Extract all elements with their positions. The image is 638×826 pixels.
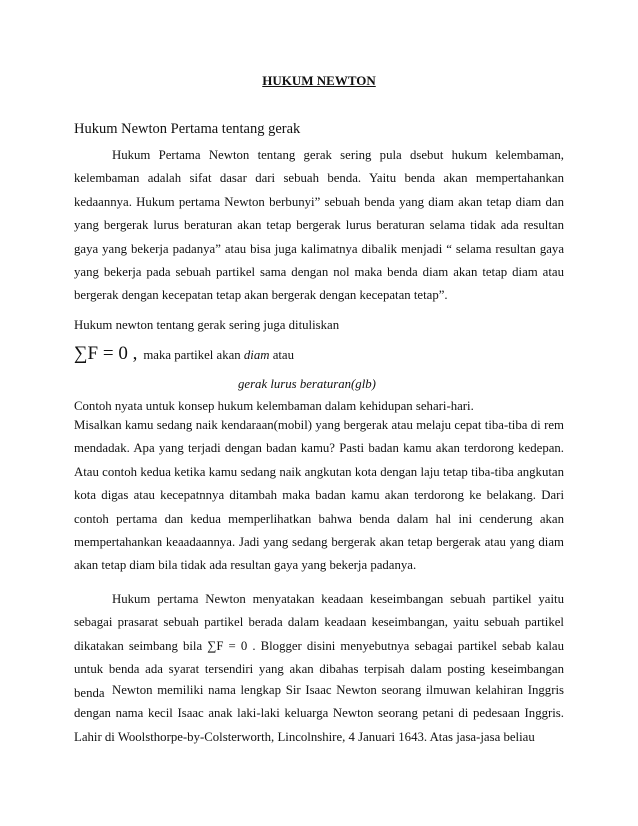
paragraph-3: Hukum pertama Newton menyatakan keadaan keseimbangan sebuah partikel yaitu sebagai prasarat sebuah partikel berada dalam keadaan keseimbangan, yaitu sebuah partikel dikatakan seimbang bila ∑F = 0 . Blogger disini menyebutnya sebagai partikel sebab kalau untuk benda ada syarat tersendiri yang akan dibahas terpisah dalam posting keseimbangan benda [74,592,564,700]
formula-tail-text: maka partikel akan [143,348,244,362]
sum-formula: ∑F = 0 , [74,343,138,364]
paragraph-2: Misalkan kamu sedang naik kendaraan(mobil) yang bergerak atau melaju cepat tiba-tiba di rem mendadak. Apa yang terjadi dengan badan kamu? Pasti badan kamu akan terdorong kedepan. Atau contoh kedua ketika kamu sedang naik angkutan kota dengan laju tetap tiba-tiba angkutan kota digas atau kecepatnnya ditambah maka badan kamu akan terdorong ke belakang. Dari contoh pertama dan kedua memperlihatkan bahwa benda dalam hal ini cenderung akan mempertahankan keaadaannya. Jadi yang sedang bergerak akan tetap bergerak atau yang diam akan tetap diam bila tidak ada resultan gaya yang bekerja padanya. [74,418,564,573]
section-heading: Hukum Newton Pertama tentang gerak [74,121,301,137]
paragraph-4: Newton memiliki nama lengkap Sir Isaac Newton seorang ilmuwan kelahiran Inggris dengan nama kecil Isaac anak laki-laki keluarga Newton seorang petani di pedesaan Inggris. Lahir di Woolsthorpe-by-Colsterworth, Lincolnshire, 4 Januari 1643. Atas jasa-jasa beliau [74,683,564,744]
formula-tail-or: atau [269,348,295,362]
formula-tail [143,348,294,362]
page-title: HUKUM NEWTON [262,73,376,88]
formula-glb: gerak lurus beraturan(glb) [238,377,376,391]
paragraph-1: Hukum Pertama Newton tentang gerak sering pula dsebut hukum kelembaman, kelembaman adalah sifat dasar dari sebuah benda. Yaitu benda akan mempertahankan kedaannya. Hukum pertama Newton berbunyi” sebuah benda yang diam akan tetap diam dan yang bergerak lurus beraturan akan tetap bergerak lurus beraturan selama tidak ada resultan gaya yang bekerja padanya” atau bisa juga kalimatnya dibalik menjadi “ selama resultan gaya yang bekerja pada sebuah partikel sama dengan nol maka benda diam akan tetap diam atau bergerak dengan kecepatan tetap akan bergerak dengan kecepatan tetap”. [74,148,564,303]
formula-intro: Hukum newton tentang gerak sering juga dituliskan [74,318,340,332]
formula-diam: diam [243,348,270,362]
example-intro: Contoh nyata untuk konsep hukum kelembaman dalam kehidupan sehari-hari. [74,399,474,413]
formula-line [74,343,294,365]
